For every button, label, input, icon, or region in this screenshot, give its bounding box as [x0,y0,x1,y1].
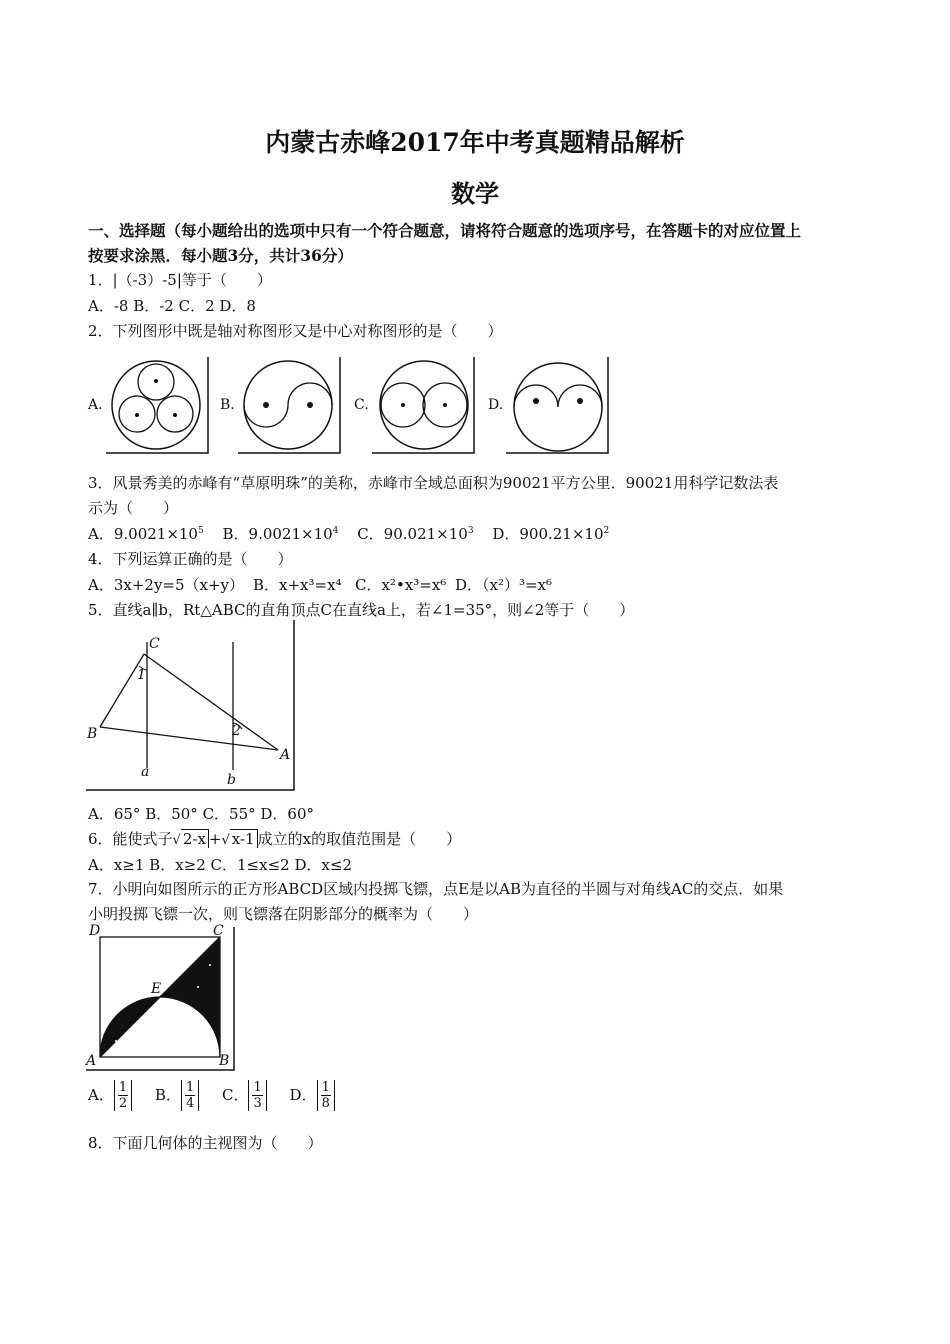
q2-stem: 2．下列图形中既是轴对称图形又是中心对称图形的是（ ） [88,322,503,340]
q2-figure-c [372,357,476,455]
document-title: 内蒙古赤峰2017年中考真题精品解析 [265,128,685,157]
q5-figure [86,620,298,795]
q4-option-b: B．x+x³=x⁴ [253,576,342,594]
q6-radical-2: x-1 [231,830,255,848]
q5-label-a: A [280,747,291,763]
q7-label-a: A [86,1053,97,1069]
q1-stem: 1．|（-3）-5|等于（ ） [88,271,272,289]
q2-label-c: C. [354,397,369,413]
q4-option-a: A．3x+2y=5（x+y） [88,576,245,594]
q3-stem-line2: 示为（ ） [88,499,179,517]
q7-figure [86,925,238,1073]
q3-stem-line1: 3．风景秀美的赤峰有“草原明珠”的美称，赤峰市全域总面积为90021平方公里．90021用科学记数法表 [88,474,779,492]
q2-label-a: A. [88,397,103,413]
q3-options: A．$9.0021\times 10^5$ B．$9.0021\times 10^4$ C．$90.021\times 10^3$ D．$900.21\times 10^2$ [88,525,610,543]
q7-label-e: E [151,981,162,997]
q4-option-d: D．（x²）³=x⁶ [455,576,553,594]
q8-stem: 8．下面几何体的主视图为（ ） [88,1134,323,1152]
q5-label-b: B [87,726,98,742]
q2-figure-a [106,357,210,455]
q5-label-c: C [149,636,160,652]
q7-options: A． $\frac{1}{2}$ B． $\frac{1}{4}$ C． $\frac{1}{3}$ D． $\frac{1}{8}$ [88,1080,353,1111]
q2-label-d: D. [488,397,504,413]
subject-heading: 数学 [451,179,499,208]
q6-options: A．x≥1 B．x≥2 C．1≤x≤2 D．x≤2 [88,856,353,874]
q4-option-c: C．x²•x³=x⁶ [355,576,447,594]
q5-label-angle2: 2 [232,723,241,739]
q2-figure-b [238,357,342,455]
q5-options: A．65° B．50° C．55° D．60° [88,805,315,823]
q5-label-line-a: a [141,764,150,780]
q1-options: A．-8 B．-2 C．2 D．8 [88,297,256,315]
q6-radical-1: 2-x [182,830,206,848]
q7-stem-line1: 7．小明向如图所示的正方形ABCD区域内投掷飞镖，点E是以AB为直径的半圆与对角线AC的交点．如果 [88,880,784,898]
q5-label-line-b: b [227,772,236,788]
q2-label-b: B. [220,397,235,413]
q6-stem: 6．能使式子√ 2-x +√ x-1 成立的x的取值范围是（ ） [88,830,462,848]
q7-stem-line2: 小明投掷飞镖一次，则飞镖落在阴影部分的概率为（ ） [88,905,479,923]
q7-label-d: D [89,923,101,939]
section-instructions-line2: 按要求涂黑．每小题3分，共计36分） [88,246,353,265]
q5-label-angle1: 1 [137,667,146,683]
q4-stem: 4．下列运算正确的是（ ） [88,550,293,568]
q2-figure-d [506,357,610,455]
q7-label-c: C [213,923,224,939]
q5-stem: 5．直线a∥b，Rt△ABC的直角顶点C在直线a上，若∠1=35°，则∠2等于（ ） [88,601,635,619]
section-instructions-line1: 一、选择题（每小题给出的选项中只有一个符合题意，请将符合题意的选项序号，在答题卡的对应位置上 [88,221,802,240]
q7-label-b: B [219,1053,230,1069]
